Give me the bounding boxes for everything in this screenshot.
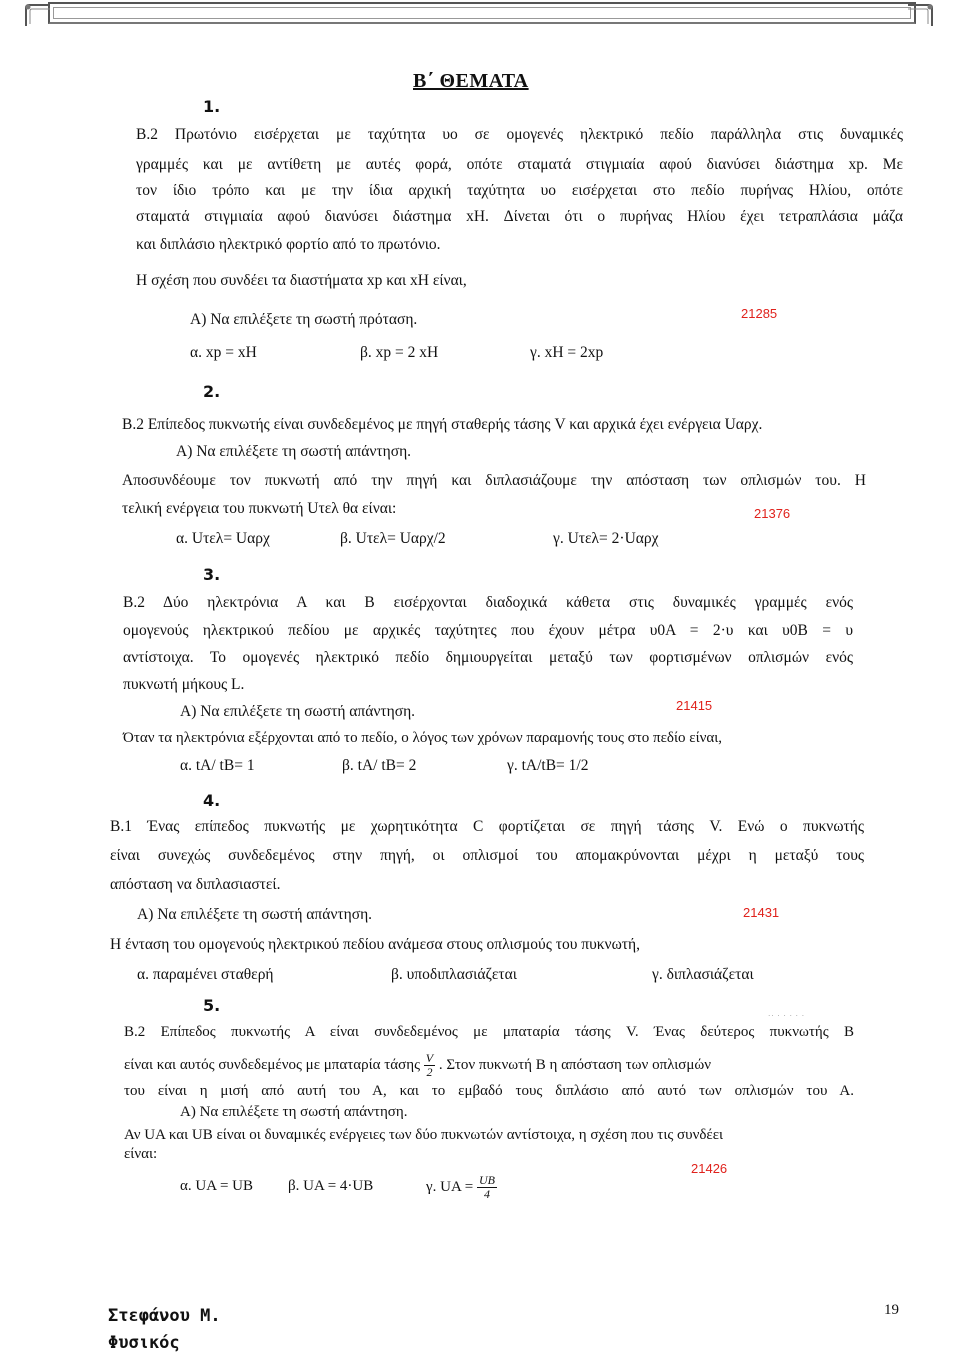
q3-prompt: Α) Να επιλέξετε τη σωστή απάντηση. [180,703,416,720]
q5-option-c [426,1174,497,1201]
q5-option-c-pre: γ. UΑ = [426,1178,474,1195]
q5-text-line-2a: είναι και αυτός συνδεδεμένος με μπαταρία τάσης [124,1056,421,1073]
q2-text-line-2: Αποσυνδέουμε τον πυκνωτή από την πηγή και διπλασιάζουμε την απόσταση των οπλισμών του. Η [122,472,866,489]
question-number-2: 2. [203,382,221,401]
q2-prompt: Α) Να επιλέξετε τη σωστή απάντηση. [176,443,412,460]
q3-text-line-2: ομογενούς ηλεκτρικού πεδίου με αρχικές ταχύτητες που έχουν μέτρα υ0Α = 2·υ και υ0Β = υ [123,622,853,639]
question-number-1: 1. [203,97,221,116]
q2-option-b: β. Uτελ= Uαρχ/2 [340,530,446,547]
q3-option-b: β. tA/ tB= 2 [342,757,417,774]
page-border-top [48,2,916,24]
q2-option-a: α. Uτελ= Uαρχ [176,530,270,547]
q4-option-b: β. υποδιπλασιάζεται [391,966,517,983]
q2-code: 21376 [754,506,791,521]
q3-option-c: γ. tA/tB= 1/2 [507,757,589,774]
q5-fraction-v-over-2 [424,1052,435,1079]
q5-text-line-1: Β.2 Επίπεδος πυκνωτής Α είναι συνδεδεμένος με μπαταρία τάσης V. Ένας δεύτερος πυκνωτής Β [124,1024,854,1040]
q2-option-c: γ. Uτελ= 2·Uαρχ [553,530,659,547]
q4-option-a: α. παραμένει σταθερή [137,966,274,983]
author-role: Φυσικός [108,1333,180,1353]
q1-text-line-3: τον ίδιο τρόπο και με την ίδια αρχική ταχύτητα υο εισέρχεται στο πεδίο πυρήνας Ηλίου, οπότε [136,182,903,199]
corner-ornament-left-icon [22,2,52,28]
q3-text-line-4: πυκνωτή μήκους L. [123,676,245,693]
q2-text-line-3: τελική ενέργεια του πυκνωτή Uτελ θα είναι: [122,500,397,517]
q3-question: Όταν τα ηλεκτρόνια εξέρχονται από το πεδίο, ο λόγος των χρόνων παραμονής τους στο πεδίο είναι, [123,730,723,746]
page-number: 19 [884,1302,899,1318]
q5-fraction-ub-over-4 [477,1174,497,1201]
q5-prompt: Α) Να επιλέξετε τη σωστή απάντηση. [180,1104,408,1120]
q4-text-line-3: απόσταση να διπλασιαστεί. [110,876,281,893]
q4-text-line-2: είναι συνεχώς συνδεδεμένος στην πηγή, οι οπλισμοί του απομακρύνονται μέχρι η μεταξύ τους [110,847,864,864]
page-title: Β΄ ΘΕΜΑΤΑ [413,70,529,92]
q5-text-line-4: Αν UΑ και UΒ είναι οι δυναμικές ενέργειες των δύο πυκνωτών αντίστοιχα, η σχέση που τις συνδέει [124,1127,724,1143]
q4-text-line-1: Β.1 Ένας επίπεδος πυκνωτής με χωρητικότητα C φορτίζεται σε πηγή τάσης V. Ενώ ο πυκνωτής [110,818,864,835]
q1-text-line-2: γραμμές και με αντίθετη με αυτές φορά, οπότε σταματά στιγμιαία αφού διανύσει διάστημα xp. Με [136,156,903,173]
q1-option-a: α. xp = xH [190,344,257,361]
q5-opt-c-bot: 4 [483,1187,490,1201]
scan-artifact: ·· · · · · · [768,1012,806,1020]
question-number-3: 3. [203,565,221,584]
q5-frac-bot: 2 [426,1065,433,1079]
q5-text-line-5: είναι: [124,1146,158,1162]
author-name: Στεφάνου Μ. [108,1306,221,1326]
q5-option-a: α. UΑ = UΒ [180,1178,253,1194]
q5-text-line-3: του είναι η μισή από αυτή του Α, και το εμβαδό τους διπλάσιο από αυτό των οπλισμών του Α. [124,1083,854,1099]
q4-option-c: γ. διπλασιάζεται [652,966,754,983]
q1-question: Η σχέση που συνδέει τα διαστήματα xp και xH είναι, [136,272,467,289]
q1-text-line-4: σταματά στιγμιαία αφού διανύσει διάστημα xH. Δίνεται ότι ο πυρήνας Ηλίου έχει τετραπλάσια μάζα [136,208,903,225]
question-number-4: 4. [203,791,221,810]
q5-option-b: β. UΑ = 4·UΒ [288,1178,374,1194]
q1-option-c: γ. xH = 2xp [530,344,604,361]
q3-code: 21415 [676,698,713,713]
q5-text-line-2b: . Στον πυκνωτή Β η απόσταση των οπλισμών [438,1056,712,1073]
q3-option-a: α. tA/ tB= 1 [180,757,255,774]
q4-code: 21431 [743,905,780,920]
q1-text-line-1: Β.2 Πρωτόνιο εισέρχεται με ταχύτητα υο σε ομογενές ηλεκτρικό πεδίο παράλληλα στις δυναμικές [136,126,903,143]
q1-code: 21285 [741,306,778,321]
q3-text-line-3: αντίστοιχα. Το ομογενές ηλεκτρικό πεδίο δημιουργείται μεταξύ των φορτισμένων οπλισμών ενός [123,649,853,666]
q1-prompt: Α) Να επιλέξετε τη σωστή πρόταση. [190,311,418,328]
q5-code: 21426 [691,1161,728,1176]
q4-question: Η ένταση του ομογενούς ηλεκτρικού πεδίου ανάμεσα στους οπλισμούς του πυκνωτή, [110,936,640,953]
q5-text-line-2 [124,1052,711,1079]
q5-frac-top: V [425,1051,434,1065]
question-number-5: 5. [203,996,221,1015]
corner-ornament-right-icon [906,2,936,28]
q4-prompt: Α) Να επιλέξετε τη σωστή απάντηση. [137,906,373,923]
footer-author [108,1303,221,1357]
q1-text-line-5: και διπλάσιο ηλεκτρικό φορτίο από το πρωτόνιο. [136,236,441,253]
q1-option-b: β. xp = 2 xH [360,344,439,361]
q3-text-line-1: Β.2 Δύο ηλεκτρόνια Α και Β εισέρχονται διαδοχικά κάθετα στις δυναμικές γραμμές ενός [123,594,853,611]
q5-opt-c-top: UΒ [478,1173,495,1187]
q2-text-line-1: Β.2 Επίπεδος πυκνωτής είναι συνδεδεμένος με πηγή σταθερής τάσης V και αρχικά έχει ενέργεια Uαρχ. [122,416,763,433]
